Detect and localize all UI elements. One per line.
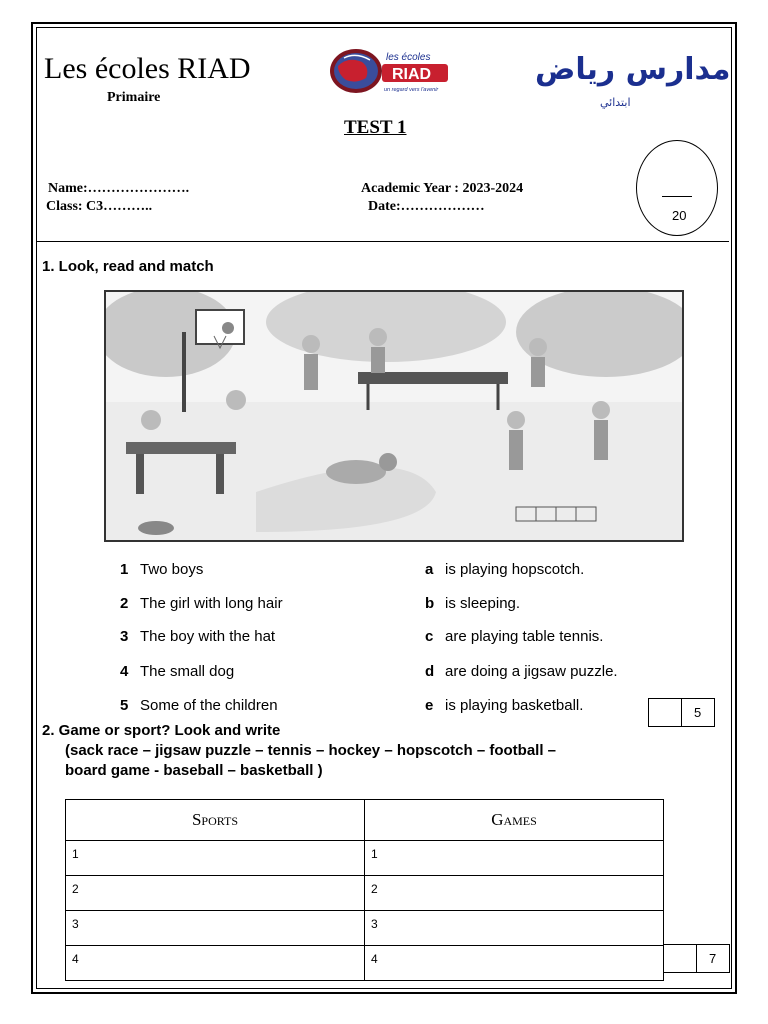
sports-cell-1[interactable]: 1: [66, 841, 365, 876]
q2-score-input[interactable]: [663, 944, 697, 973]
match-left-5: 5 Some of the children: [120, 697, 278, 714]
games-cell-1[interactable]: 1: [365, 841, 664, 876]
date-field[interactable]: Date:………………: [368, 199, 485, 214]
match-right-e: e is playing basketball.: [425, 697, 584, 714]
sports-cell-4[interactable]: 4: [66, 946, 365, 981]
match-left-3: 3 The boy with the hat: [120, 628, 276, 645]
match-left-1: 1 Two boys: [120, 561, 204, 578]
q1-score: 5: [694, 705, 702, 720]
question-2-title: 2. Game or sport? Look and write: [42, 722, 281, 739]
table-row: [66, 946, 664, 981]
logo-top-text: les écoles: [386, 52, 431, 63]
match-right-c: c are playing table tennis.: [425, 628, 604, 645]
sports-cell-3[interactable]: 3: [66, 911, 365, 946]
score-total: 20: [672, 208, 687, 223]
q1-score-input[interactable]: [648, 698, 682, 727]
logo-main-text: RIAD: [392, 66, 432, 83]
class-field[interactable]: Class: C3………..: [46, 199, 153, 214]
games-cell-4[interactable]: 4: [365, 946, 664, 981]
sports-cell-2[interactable]: 2: [66, 876, 365, 911]
arabic-school-name: مدارس رياض: [535, 52, 731, 87]
school-logo: [326, 44, 456, 98]
sports-games-table: [65, 799, 664, 981]
header-divider: [37, 241, 729, 242]
table-row: [66, 876, 664, 911]
q2-score: 7: [709, 951, 717, 966]
match-left-4: 4 The small dog: [120, 663, 235, 680]
test-title: TEST 1: [344, 117, 407, 138]
column-header-games: Games: [365, 800, 664, 841]
match-right-a: a is playing hopscotch.: [425, 561, 585, 578]
academic-year: Academic Year : 2023-2024: [361, 181, 524, 196]
games-cell-3[interactable]: 3: [365, 911, 664, 946]
score-fraction-line: [662, 196, 692, 197]
park-scene-illustration: [104, 290, 684, 542]
arabic-school-level: ابتدائي: [600, 96, 631, 109]
match-right-d: d are doing a jigsaw puzzle.: [425, 663, 618, 680]
question-1-title: 1. Look, read and match: [42, 258, 214, 275]
match-left-2: 2 The girl with long hair: [120, 595, 283, 612]
column-header-sports: Sports: [66, 800, 365, 841]
school-level: Primaire: [107, 90, 161, 105]
table-row: [66, 841, 664, 876]
name-field[interactable]: Name:………………….: [48, 181, 190, 196]
word-bank-line-2: board game - baseball – basketball ): [65, 762, 323, 779]
table-row: [66, 911, 664, 946]
word-bank-line-1: (sack race – jigsaw puzzle – tennis – hockey – hopscotch – football –: [65, 742, 557, 759]
match-right-b: b is sleeping.: [425, 595, 521, 612]
logo-tagline: un regard vers l'avenir: [384, 87, 439, 93]
games-cell-2[interactable]: 2: [365, 876, 664, 911]
school-name: Les écoles RIAD: [44, 52, 251, 85]
